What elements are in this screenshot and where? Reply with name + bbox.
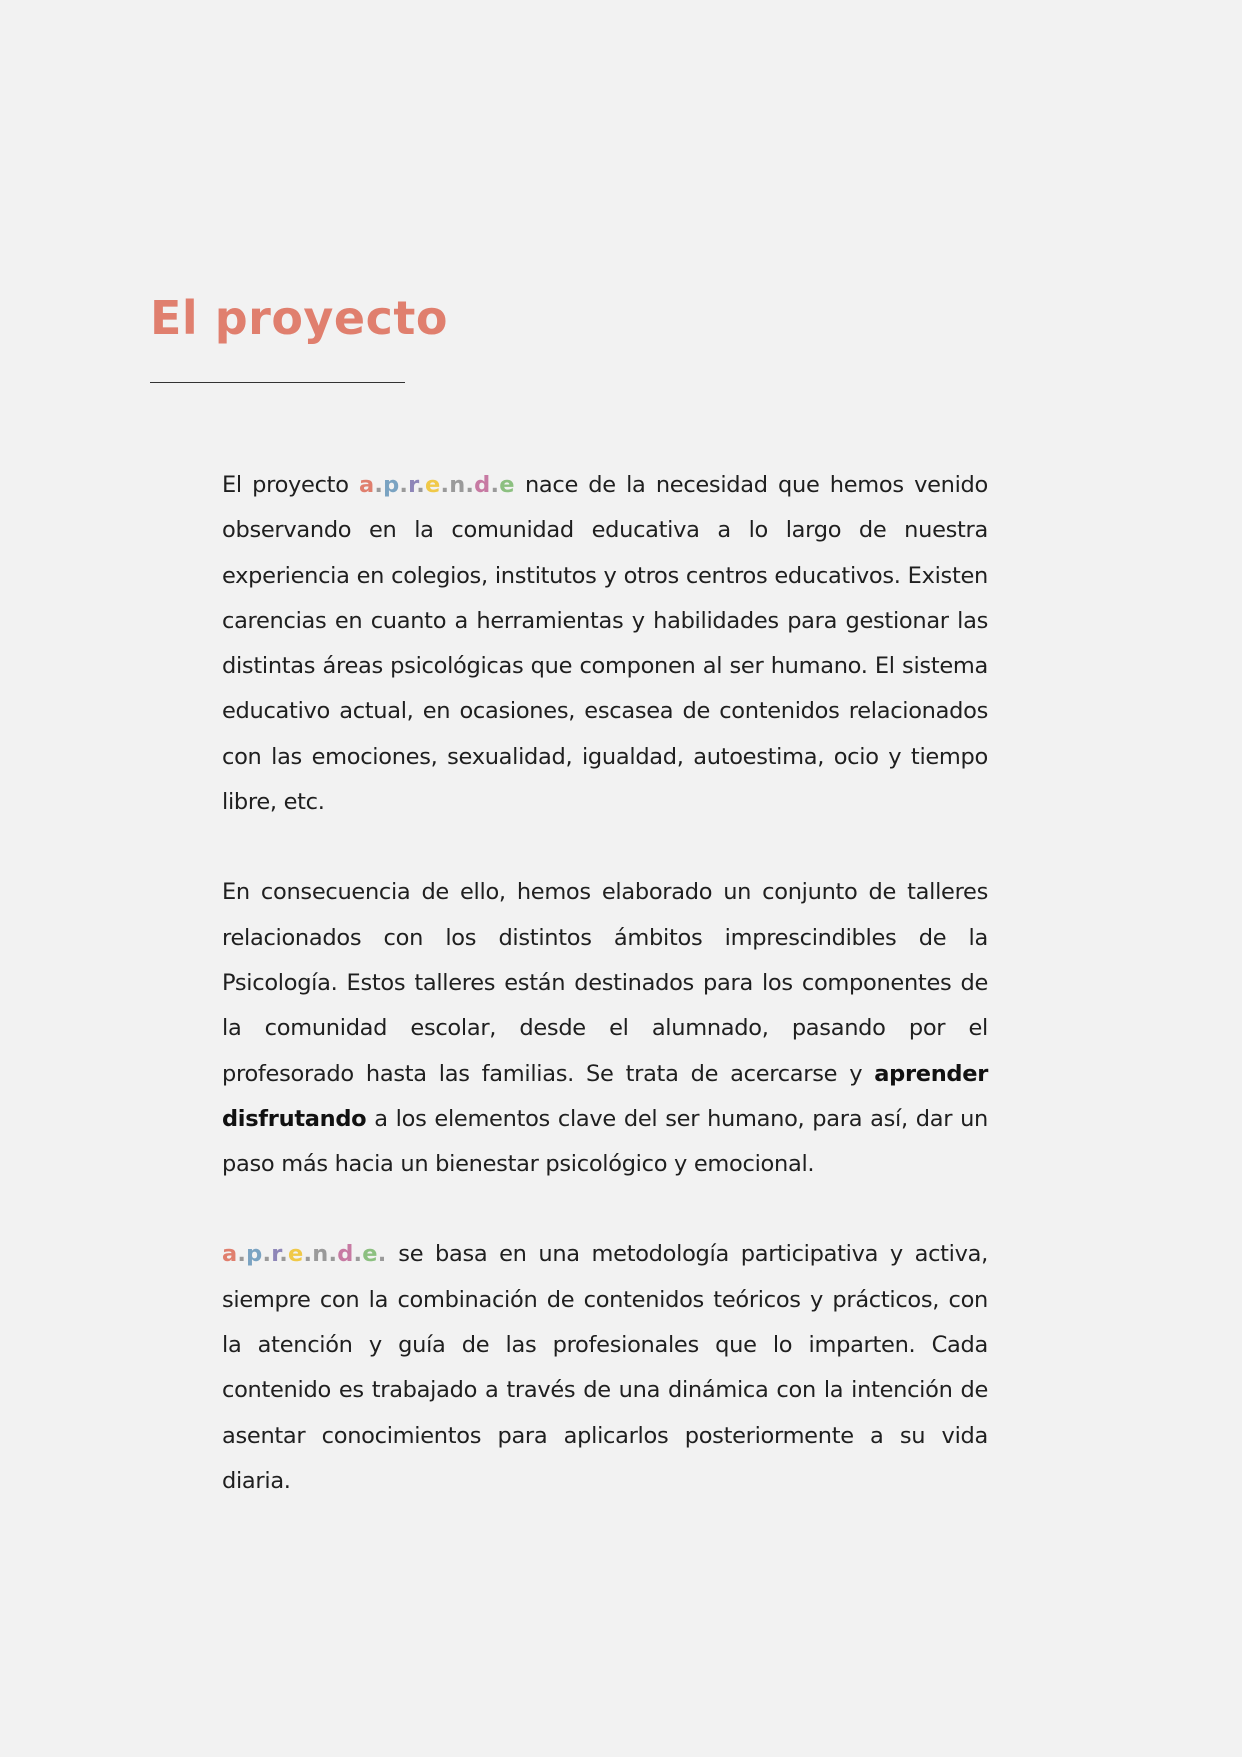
brand-letter: n: [449, 472, 466, 498]
brand-letter: e: [499, 472, 515, 498]
brand-dot: .: [440, 472, 450, 498]
emphasis-aprender-disfrutando: aprender disfrutando: [222, 1060, 988, 1132]
paragraph-workshops: [222, 870, 988, 1187]
brand-letter: n: [312, 1241, 329, 1268]
brand-letter: e: [424, 472, 441, 498]
brand-letter: r: [271, 1241, 280, 1268]
brand-dot: .: [353, 1241, 363, 1268]
brand-dot: .: [237, 1241, 247, 1268]
brand-dot: .: [279, 1241, 289, 1268]
brand-letter: r: [408, 472, 417, 498]
brand-dot: .: [465, 472, 475, 498]
paragraph-workshops-text-end: a los elementos clave del ser humano, para así, dar un paso más hacia un bienestar psicológico y emocional.: [222, 1105, 988, 1178]
title-underline: [150, 382, 405, 383]
brand-letter: e: [362, 1241, 378, 1268]
paragraph-methodology: [222, 1232, 988, 1504]
page-title: El proyecto: [150, 291, 448, 345]
brand-wordmark: [222, 1241, 387, 1267]
paragraph-intro-text: nace de la necesidad que hemos venido observando en la comunidad educativa a lo largo de nuestra experiencia en colegios, institutos y otros centros educativos. Existen carencias en cuanto a herramientas y habilidades para gestionar las distintas áreas psicológicas que componen al ser humano. El sistema educativo actual, en ocasiones, escasea de contenidos relacionados con las emociones, sexualidad, igualdad, autoestima, ocio y tiempo libre, etc.: [222, 472, 988, 816]
brand-dot: .: [328, 1241, 338, 1268]
brand-dot: .: [262, 1241, 272, 1268]
body-text: [222, 463, 988, 1549]
brand-letter: d: [337, 1241, 354, 1268]
paragraph-intro-lead: El proyecto: [222, 472, 359, 498]
brand-letter: a: [222, 1241, 238, 1268]
brand-wordmark: [359, 472, 515, 498]
paragraph-workshops-text: En consecuencia de ello, hemos elaborado un conjunto de talleres relacionados con los distintos ámbitos imprescindibles de la Psicología. Estos talleres están destinados para los componentes de la comunidad escolar, desde el alumnado, pasando por el profesorado hasta las familias. Se trata de acercarse y: [222, 879, 988, 1087]
brand-dot: .: [416, 472, 425, 498]
brand-dot: .: [303, 1241, 313, 1268]
brand-letter: p: [246, 1241, 263, 1268]
brand-dot: .: [399, 472, 409, 498]
paragraph-methodology-text: se basa en una metodología participativa y activa, siempre con la combinación de contenidos teóricos y prácticos, con la atención y guía de las profesionales que lo imparten. Cada contenido es trabajado a través de una dinámica con la intención de asentar conocimientos para aplicarlos posteriormente a su vida diaria.: [222, 1241, 988, 1494]
paragraph-intro: [222, 463, 988, 825]
brand-dot: .: [374, 472, 384, 498]
brand-letter: d: [474, 472, 491, 498]
brand-letter: a: [358, 472, 375, 498]
brand-letter: p: [383, 472, 400, 498]
brand-dot: .: [490, 472, 500, 498]
brand-letter: e: [288, 1241, 304, 1268]
brand-dot: .: [377, 1241, 387, 1268]
